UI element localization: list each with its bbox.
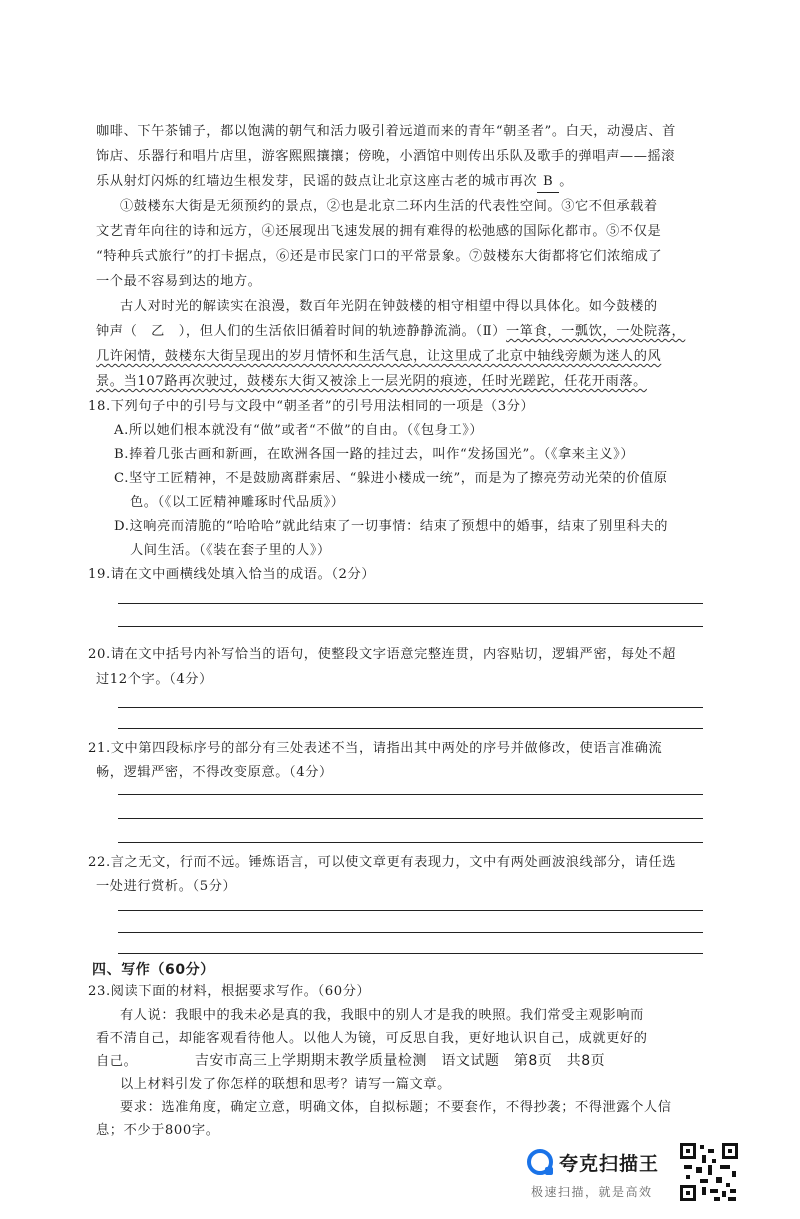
answer-line[interactable]	[118, 728, 703, 729]
option-d: D.这响亮而清脆的“哈哈哈”就此结束了一切事情：结束了预想中的婚事，结束了别里科夫的	[114, 519, 669, 534]
question-22-stem-cont: 一处进行赏析。（5分）	[96, 879, 237, 894]
question-21-stem-cont: 畅，逻辑严密，不得改变原意。（4分）	[96, 765, 333, 780]
option-a: A.所以她们根本就没有“做”或者“不做”的自由。（《包身工》）	[114, 423, 484, 438]
question-20-stem-cont: 过12个字。（4分）	[96, 672, 213, 687]
page-footer: 吉安市高三上学期期末教学质量检测 语文试题 第8页 共8页	[194, 1053, 606, 1069]
answer-line[interactable]	[118, 842, 703, 843]
answer-line[interactable]	[118, 953, 703, 954]
section-heading: 四、写作（60分）	[92, 962, 215, 978]
scanner-watermark	[527, 1143, 677, 1203]
question-21-stem: 21.文中第四段标序号的部分有三处表述不当，请指出其中两处的序号并做修改，使语言准确流	[88, 741, 663, 756]
passage-line: 古人对时光的解读实在浪漫，数百年光阴在钟鼓楼的相守相望中得以具体化。如今鼓楼的	[120, 299, 658, 314]
question-22-stem: 22.言之无文，行而不远。锤炼语言，可以使文章更有表现力，文中有两处画波浪线部分，请任选	[88, 855, 677, 870]
question-23-stem: 23.阅读下面的材料，根据要求写作。（60分）	[88, 984, 371, 999]
option-c-cont: 色。（《以工匠精神雕琢时代品质》）	[130, 495, 345, 510]
qr-code-icon	[680, 1143, 738, 1201]
material-text: 自己。	[96, 1054, 138, 1069]
answer-line[interactable]	[118, 818, 703, 819]
option-d-cont: 人间生活。（《装在套子里的人》）	[130, 543, 331, 558]
scanner-logo-icon	[527, 1149, 553, 1175]
question-19-stem: 19.请在文中画横线处填入恰当的成语。（2分）	[88, 567, 376, 582]
wavy-underlined-text: 几许闲情，鼓楼东大街呈现出的岁月情怀和生活气息，让这里成了北京中轴线旁颇为迷人的风	[96, 349, 662, 364]
writing-requirements: 要求：选准角度，确定立意，明确文体，自拟标题；不要套作，不得抄袭；不得泄露个人信	[120, 1100, 672, 1115]
material-text: 看不清自己，却能客观看待他人。以他人为镜，可反思自我，更好地认识自己，成就更好的	[96, 1031, 648, 1046]
question-20-stem: 20.请在文中括号内补写恰当的语句，使整段文字语意完整连贯，内容贴切，逻辑严密，每处不超	[88, 647, 677, 662]
passage-line: 饰店、乐器行和唱片店里，游客熙熙攘攘；傍晚，小酒馆中则传出乐队及歌手的弹唱声——摇滚	[96, 149, 676, 164]
option-c: C.坚守工匠精神，不是鼓励离群索居、“躲进小楼成一统”，而是为了擦亮劳动光荣的价值原	[114, 471, 668, 486]
answer-line[interactable]	[118, 626, 703, 627]
material-text: 有人说：我眼中的我未必是真的我，我眼中的别人才是我的映照。我们常受主观影响而	[120, 1008, 644, 1023]
option-b: B.捧着几张古画和新画，在欧洲各国一路的挂过去，叫作“发扬国光”。（《拿来主义》）	[114, 447, 635, 462]
scanner-brand-name: 夸克扫描王	[559, 1153, 660, 1175]
answer-line[interactable]	[118, 603, 703, 604]
passage-line	[96, 372, 647, 392]
answer-line[interactable]	[118, 932, 703, 933]
scanner-slogan: 极速扫描，就是高效	[531, 1185, 653, 1199]
answer-line[interactable]	[118, 910, 703, 911]
answer-line[interactable]	[118, 794, 703, 795]
fill-blank-b: B	[537, 172, 559, 193]
answer-line[interactable]	[118, 707, 703, 708]
wavy-underlined-text: 景。当107路再次驶过，鼓楼东大街又被涂上一层光阴的痕迹，任时光蹉跎，任花开雨落。	[96, 374, 647, 389]
passage-line: 钟声（ 乙 ），但人们的生活依旧循着时间的轨迹静静流淌。（Ⅱ）一箪食，一瓢饮，一处院落，	[96, 324, 686, 339]
wavy-underlined-text: 一箪食，一瓢饮，一处院落，	[506, 324, 686, 339]
passage-line: “特种兵式旅行”的打卡据点，⑥还是市民家门口的平常景象。⑦鼓楼东大街都将它们浓缩成了	[96, 249, 663, 264]
passage-line	[96, 347, 661, 367]
writing-prompt: 以上材料引发了你怎样的联想和思考？请写一篇文章。	[120, 1077, 451, 1092]
question-18-stem: 18.下列句子中的引号与文段中“朝圣者”的引号用法相同的一项是（3分）	[88, 399, 535, 414]
passage-line: ①鼓楼东大街是无须预约的景点，②也是北京二环内生活的代表性空间。③它不但承载着	[120, 199, 658, 214]
writing-requirements-cont: 息；不少于800字。	[96, 1123, 220, 1138]
passage-line: 乐从射灯闪烁的红墙边生根发芽，民谣的鼓点让北京这座古老的城市再次 B 。	[96, 172, 573, 193]
passage-line: 文艺青年向往的诗和远方，④还展现出飞速发展的拥有难得的松弛感的国际化都市。⑤不仅是	[96, 224, 662, 239]
passage-line: 咖啡、下午茶铺子，都以饱满的朝气和活力吸引着远道而来的青年“朝圣者”。白天，动漫店、首	[96, 124, 676, 139]
passage-line: 一个最不容易到达的地方。	[96, 274, 262, 289]
